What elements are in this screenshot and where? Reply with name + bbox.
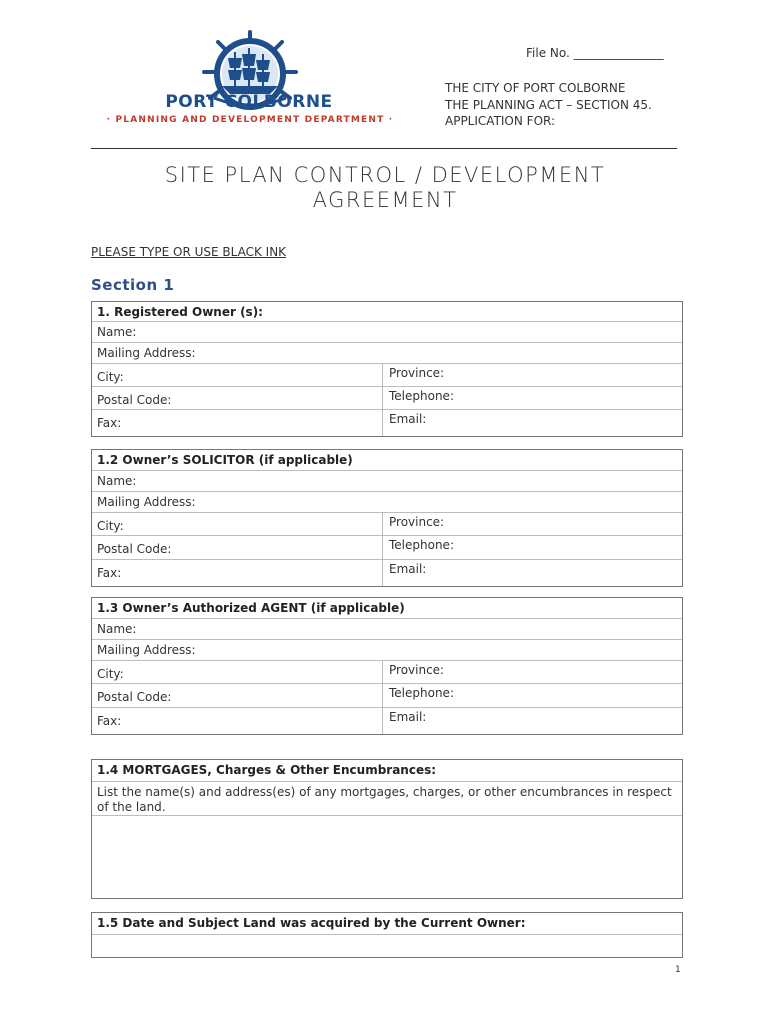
field-label: Fax: bbox=[97, 714, 122, 728]
field-label: Name: bbox=[97, 474, 137, 488]
table-heading: 1.2 Owner’s SOLICITOR (if applicable) bbox=[97, 453, 353, 467]
table-header bbox=[92, 913, 682, 935]
province-field[interactable] bbox=[382, 513, 445, 535]
mortgages-table bbox=[91, 759, 683, 899]
email-field[interactable] bbox=[382, 410, 427, 436]
table-header bbox=[92, 450, 682, 471]
table-row bbox=[92, 410, 682, 436]
field-label: Mailing Address: bbox=[97, 495, 196, 509]
field-label: Telephone: bbox=[389, 389, 454, 403]
table-row bbox=[92, 708, 682, 734]
field-label: Telephone: bbox=[389, 686, 454, 700]
table-row bbox=[92, 364, 682, 387]
telephone-field[interactable] bbox=[382, 536, 454, 559]
page-number: 1 bbox=[675, 965, 681, 975]
field-label: City: bbox=[97, 370, 124, 384]
field-label: Mailing Address: bbox=[97, 643, 196, 657]
title-line: AGREEMENT bbox=[312, 188, 458, 212]
application-line: APPLICATION FOR: bbox=[445, 114, 556, 128]
registered-owner-table bbox=[91, 301, 683, 437]
agent-table bbox=[91, 597, 683, 735]
field-label: Postal Code: bbox=[97, 393, 172, 407]
section-heading: Section 1 bbox=[91, 276, 175, 294]
table-row bbox=[92, 560, 682, 586]
date-acquired-field[interactable] bbox=[92, 935, 682, 957]
field-label: Province: bbox=[389, 366, 445, 380]
field-label: Province: bbox=[389, 663, 445, 677]
city-header-block bbox=[445, 80, 652, 130]
field-label: Email: bbox=[389, 710, 427, 724]
table-heading: 1.3 Owner’s Authorized AGENT (if applicable) bbox=[97, 601, 405, 615]
table-heading: 1.5 Date and Subject Land was acquired by the Current Owner: bbox=[97, 916, 526, 930]
mailing-address-field[interactable] bbox=[92, 492, 682, 513]
table-header bbox=[92, 302, 682, 322]
field-label: Fax: bbox=[97, 566, 122, 580]
field-label: Province: bbox=[389, 515, 445, 529]
page-title bbox=[90, 163, 680, 213]
act-line: THE PLANNING ACT – SECTION 45. bbox=[445, 97, 652, 112]
field-description: List the name(s) and address(es) of any mortgages, charges, or other encumbrances in respect of the land. bbox=[97, 785, 672, 814]
file-number: File No. _______________ bbox=[526, 46, 664, 60]
province-field[interactable] bbox=[382, 661, 445, 683]
table-heading: 1.4 MORTGAGES, Charges & Other Encumbrances: bbox=[97, 763, 437, 777]
field-label: Name: bbox=[97, 622, 137, 636]
telephone-field[interactable] bbox=[382, 684, 454, 707]
city-line: THE CITY OF PORT COLBORNE bbox=[445, 81, 626, 95]
field-label: Postal Code: bbox=[97, 542, 172, 556]
mailing-address-field[interactable] bbox=[92, 343, 682, 364]
department-name: · PLANNING AND DEVELOPMENT DEPARTMENT · bbox=[106, 115, 394, 125]
table-row bbox=[92, 684, 682, 708]
table-header bbox=[92, 760, 682, 782]
field-label: Fax: bbox=[97, 416, 122, 430]
email-field[interactable] bbox=[382, 708, 427, 734]
field-label: Mailing Address: bbox=[97, 346, 196, 360]
table-heading: 1. Registered Owner (s): bbox=[97, 305, 263, 319]
mailing-address-field[interactable] bbox=[92, 640, 682, 661]
table-header bbox=[92, 598, 682, 619]
solicitor-table bbox=[91, 449, 683, 587]
name-field[interactable] bbox=[92, 322, 682, 343]
province-field[interactable] bbox=[382, 364, 445, 386]
field-label: Email: bbox=[389, 562, 427, 576]
org-name: PORT COLBORNE bbox=[165, 92, 333, 112]
mortgages-input-area[interactable] bbox=[92, 816, 682, 898]
field-label: City: bbox=[97, 519, 124, 533]
ink-instruction: PLEASE TYPE OR USE BLACK INK bbox=[91, 245, 287, 259]
header-divider bbox=[91, 148, 677, 149]
name-field[interactable] bbox=[92, 619, 682, 640]
table-row bbox=[92, 536, 682, 560]
date-acquired-table bbox=[91, 912, 683, 958]
field-label: City: bbox=[97, 667, 124, 681]
field-label: Telephone: bbox=[389, 538, 454, 552]
title-line: SITE PLAN CONTROL / DEVELOPMENT bbox=[164, 163, 606, 187]
field-label: Postal Code: bbox=[97, 690, 172, 704]
field-label: Name: bbox=[97, 325, 137, 339]
telephone-field[interactable] bbox=[382, 387, 454, 409]
mortgages-description bbox=[92, 782, 682, 816]
field-label: Email: bbox=[389, 412, 427, 426]
email-field[interactable] bbox=[382, 560, 427, 586]
table-row bbox=[92, 387, 682, 410]
table-row bbox=[92, 513, 682, 536]
name-field[interactable] bbox=[92, 471, 682, 492]
table-row bbox=[92, 661, 682, 684]
